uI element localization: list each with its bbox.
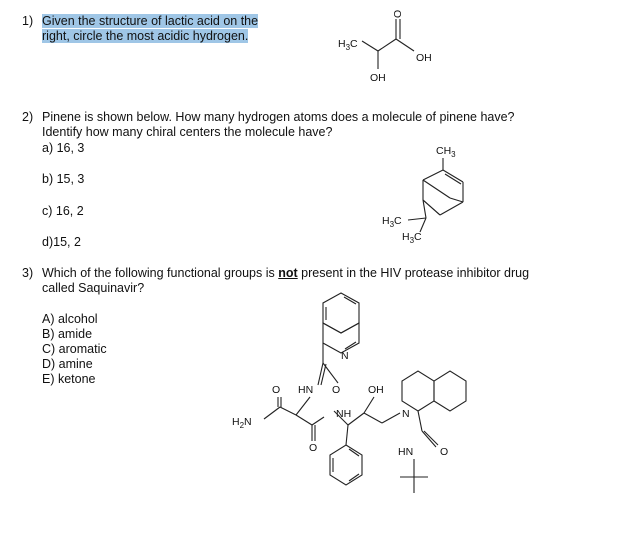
q1-line2-highlight: right, circle the most acidic hydrogen. [42,29,249,43]
saq-hn1: HN [298,384,314,396]
q3-option-b: B) amide [42,327,93,341]
q2-option-c: c) 16, 2 [42,204,84,218]
pinene-h3c1-h: H [382,215,390,227]
q3-number: 3) [22,266,34,280]
saq-h2n-sub: 2 [239,421,245,430]
q2-option-a: a) 16, 3 [42,141,85,155]
saq-nh: NH [336,408,352,420]
pinene-h3c2-c: C [414,231,422,243]
q2-text-line1: Pinene is shown below. How many hydrogen atoms does a molecule of pinene have? [42,110,515,124]
q1-line1-highlight: Given the structure of lactic acid on the [42,14,259,28]
q2-option-d: d)15, 2 [42,235,81,249]
svg-text:H3C [402,231,422,245]
q3-option-a: A) alcohol [42,312,98,326]
lactic-oh-right: OH [416,52,432,64]
saq-o4: O [440,446,449,458]
pinene-ch3-sub: 3 [451,150,456,159]
q1-text-line2 [42,29,248,44]
q3-text-line1 [42,266,529,281]
lactic-acid-structure [330,5,460,85]
pinene-h3c1-sub: 3 [389,220,395,229]
q3-text-line2: called Saquinavir? [42,281,145,295]
saq-h2n-h: H [232,416,240,428]
q2-number: 2) [22,110,34,124]
svg-text:H2N [232,416,252,430]
svg-text:CH3 [436,145,456,159]
svg-text:H3C [382,215,402,229]
lactic-h3c-h: H [338,38,346,50]
q3-option-e: E) ketone [42,372,96,386]
lactic-oh-bottom: OH [370,72,386,84]
svg-text:H3C [338,38,358,52]
q2-text-line2: Identify how many chiral centers the molecule have? [42,125,333,139]
pinene-h3c2-h: H [402,231,410,243]
saq-hn2: HN [398,446,414,458]
saq-quinoline-n: N [341,350,349,362]
q3-option-d: D) amine [42,357,93,371]
pinene-structure [378,140,478,245]
q1-text-line1 [42,14,258,29]
pinene-h3c2-sub: 3 [409,236,415,245]
q3-line1-not: not [278,266,298,280]
pinene-ch3-c: CH [436,145,452,157]
q3-line1-part-a: Which of the following functional groups is [42,266,279,280]
q3-option-c: C) aromatic [42,342,107,356]
saq-h2n-n: N [244,416,252,428]
saq-o1: O [272,384,281,396]
pinene-h3c1-c: C [394,215,402,227]
lactic-h3c-c: C [350,38,358,50]
saq-oh: OH [368,384,384,396]
lactic-h3c-sub: 3 [345,43,351,52]
saq-amide-o2: O [332,384,341,396]
saquinavir-structure [228,285,508,505]
q3-line1-part-c: present in the HIV protease inhibitor drug [297,266,530,280]
q1-number: 1) [22,14,34,28]
q2-option-b: b) 15, 3 [42,172,85,186]
saq-o3: O [309,442,318,454]
lactic-carbonyl-o: O [392,9,404,18]
saq-ring-n: N [402,408,410,420]
